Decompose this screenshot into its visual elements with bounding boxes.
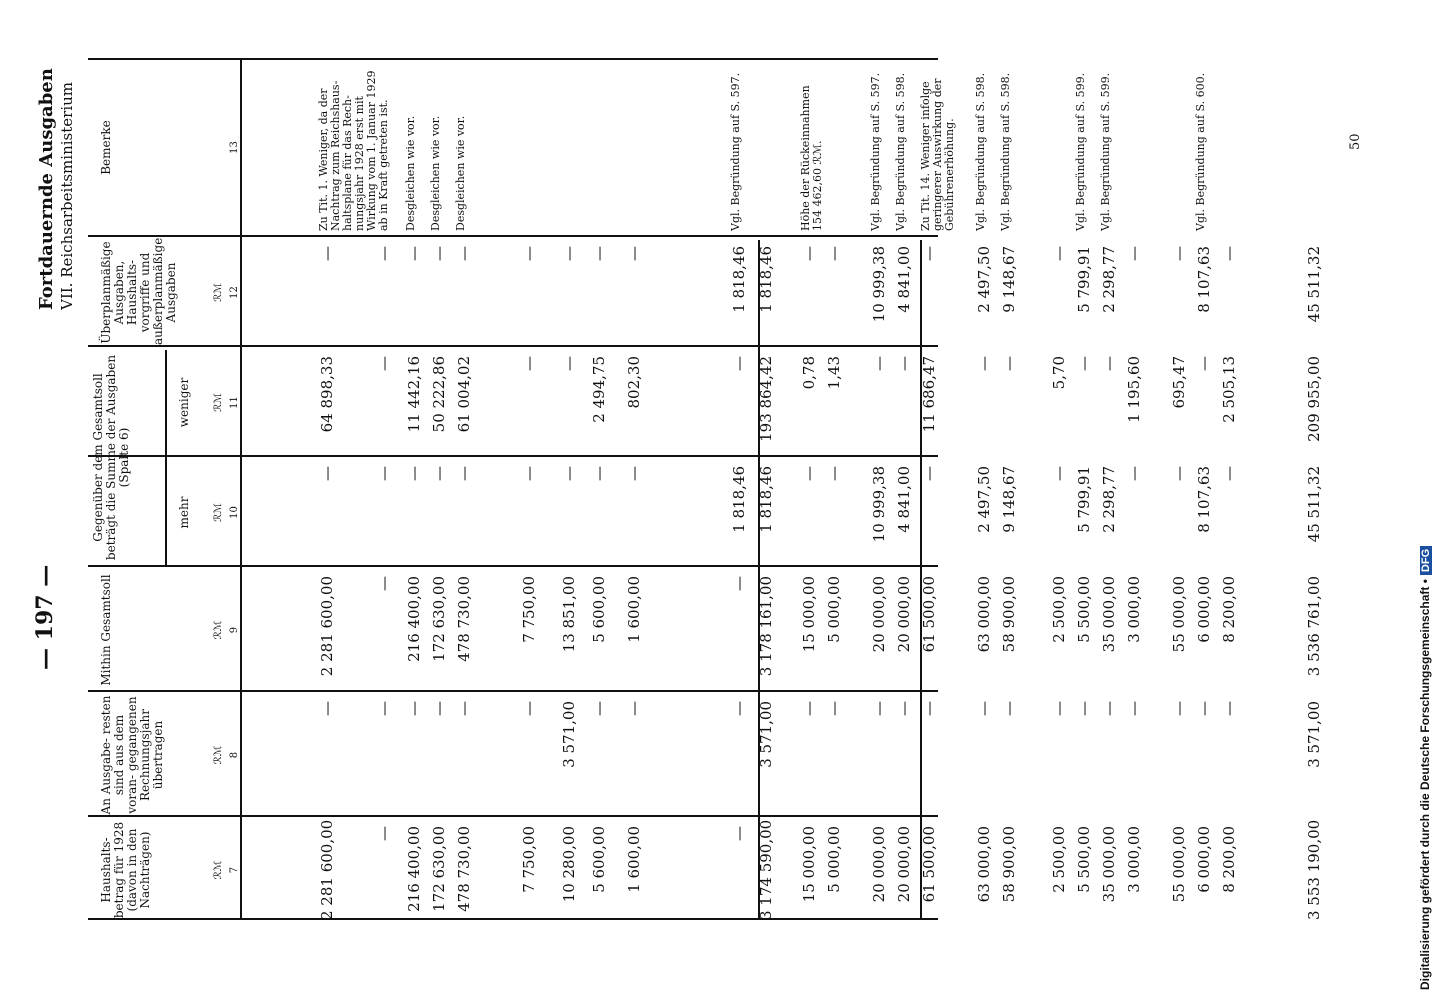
table-cell-c9: 63 000,00: [975, 576, 993, 653]
table-cell-c10: 1 818,46: [757, 466, 775, 533]
table-cell-c9: 15 000,00: [800, 576, 818, 653]
table-cell-c10: 8 107,63: [1195, 466, 1213, 533]
table-cell-c7: 5 500,00: [1075, 826, 1093, 893]
column-unit-9: ℛℳ: [213, 620, 224, 640]
table-cell-c10: —: [590, 466, 608, 481]
table-cell-c12: —: [455, 246, 473, 261]
remark-cell: Vgl. Begründung auf S. 597.: [869, 72, 882, 231]
table-cell-c11: 1 195,60: [1125, 356, 1143, 423]
table-cell-c9: 8 200,00: [1220, 576, 1238, 643]
table-cell-c12: 1 818,46: [730, 246, 748, 313]
table-cell-c11: 50 222,86: [430, 356, 448, 433]
table-cell-c11: 61 004,02: [455, 356, 473, 433]
table-cell-c8: —: [430, 701, 448, 716]
remark-cell: Vgl. Begründung auf S. 599.: [1074, 72, 1087, 231]
table-cell-c9: 13 851,00: [560, 576, 578, 653]
table-cell-c12: —: [590, 246, 608, 261]
page-subtitle: VII. Reichsarbeitsministerium: [58, 82, 76, 310]
table-cell-c12: —: [375, 246, 393, 261]
total-cell-c9: 3 536 761,00: [1305, 576, 1323, 677]
column-unit-7: ℛℳ: [213, 860, 224, 880]
table-cell-c7: 8 200,00: [1220, 826, 1238, 893]
table-cell-c9: 5 000,00: [825, 576, 843, 643]
table-cell-c9: 3 000,00: [1125, 576, 1143, 643]
table-cell-c10: —: [405, 466, 423, 481]
page-number: — 197 —: [32, 564, 58, 670]
table-cell-c7: 6 000,00: [1195, 826, 1213, 893]
table-cell-c12: 5 799,91: [1075, 246, 1093, 313]
table-cell-c9: 58 900,00: [1000, 576, 1018, 653]
table-cell-c7: 216 400,00: [405, 826, 423, 912]
remark-cell: Vgl. Begründung auf S. 600.: [1194, 72, 1207, 231]
table-cell-c8: —: [318, 701, 336, 716]
table-cell-c11: —: [560, 356, 578, 371]
table-cell-c7: 58 900,00: [1000, 826, 1018, 903]
table-cell-c9: 1 600,00: [625, 576, 643, 643]
total-cell-c12: 45 511,32: [1305, 246, 1323, 323]
table-cell-c11: 0,78: [800, 356, 818, 390]
side-note: [1418, 546, 1432, 990]
column-number-11: 11: [229, 396, 240, 409]
table-cell-c11: 193 864,42: [757, 356, 775, 442]
table-cell-c8: —: [405, 701, 423, 716]
table-cell-c11: 2 494,75: [590, 356, 608, 423]
table-cell-c7: 172 630,00: [430, 826, 448, 912]
table-cell-c12: 8 107,63: [1195, 246, 1213, 313]
column-unit-11: ℛℳ: [213, 393, 224, 412]
table-cell-c9: 2 500,00: [1050, 576, 1068, 643]
table-cell-c7: —: [375, 826, 393, 841]
table-cell-c10: —: [800, 466, 818, 481]
table-cell-c12: —: [520, 246, 538, 261]
table-cell-c9: 216 400,00: [405, 576, 423, 662]
table-cell-c9: 172 630,00: [430, 576, 448, 662]
table-cell-c12: —: [560, 246, 578, 261]
table-cell-c10: 2 298,77: [1100, 466, 1118, 533]
table-cell-c12: —: [405, 246, 423, 261]
table-cell-c10: 1 818,46: [730, 466, 748, 533]
table-cell-c8: —: [1075, 701, 1093, 716]
remark-cell: Vgl. Begründung auf S. 599.: [1099, 72, 1112, 231]
table-cell-c7: 1 600,00: [625, 826, 643, 893]
column-divider: [88, 236, 938, 238]
table-cell-c11: 5,70: [1050, 356, 1068, 390]
remark-cell: Desgleichen wie vor.: [454, 115, 467, 231]
table-cell-c9: 55 000,00: [1170, 576, 1188, 653]
table-cell-c10: —: [375, 466, 393, 481]
table-cell-c7: 5 000,00: [825, 826, 843, 893]
table-cell-c8: —: [1220, 701, 1238, 716]
table-cell-c7: 20 000,00: [895, 826, 913, 903]
table-cell-c10: —: [825, 466, 843, 481]
table-cell-c11: —: [1000, 356, 1018, 371]
table-cell-c8: —: [975, 701, 993, 716]
table-cell-c12: 9 148,67: [1000, 246, 1018, 313]
table-cell-c12: —: [1125, 246, 1143, 261]
column-divider: [88, 816, 938, 818]
table-cell-c11: 1,43: [825, 356, 843, 390]
table-cell-c11: 11 686,47: [920, 356, 938, 433]
table-cell-c12: —: [800, 246, 818, 261]
column-unit-8: ℛℳ: [213, 745, 224, 765]
column-number-12: 12: [229, 286, 240, 299]
table-cell-c9: 2 281 600,00: [318, 576, 336, 677]
table-cell-c9: —: [375, 576, 393, 591]
table-cell-c7: 20 000,00: [870, 826, 888, 903]
table-cell-c10: —: [520, 466, 538, 481]
table-cell-c9: 7 750,00: [520, 576, 538, 643]
remark-cell: Vgl. Begründung auf S. 598.: [894, 72, 907, 231]
table-cell-c9: 478 730,00: [455, 576, 473, 662]
table-cell-c7: 3 174 590,00: [757, 819, 775, 920]
group-header: Gegenüber dem Gesamtsoll beträgt die Summe der Ausgaben (Spalte 6): [91, 354, 131, 561]
total-cell-c8: 3 571,00: [1305, 701, 1323, 768]
column-unit-10: ℛℳ: [213, 503, 224, 522]
table-cell-c8: 3 571,00: [757, 701, 775, 768]
table-cell-c9: 61 500,00: [920, 576, 938, 653]
table-cell-c9: 35 000,00: [1100, 576, 1118, 653]
table-cell-c8: —: [1195, 701, 1213, 716]
table-cell-c7: 2 500,00: [1050, 826, 1068, 893]
table-cell-c11: —: [975, 356, 993, 371]
table-cell-c10: —: [1050, 466, 1068, 481]
table-cell-c7: 7 750,00: [520, 826, 538, 893]
table-cell-c11: —: [1075, 356, 1093, 371]
table-cell-c12: 2 497,50: [975, 246, 993, 313]
table-cell-c12: 2 298,77: [1100, 246, 1118, 313]
table-cell-c10: 9 148,67: [1000, 466, 1018, 533]
column-number-13: 13: [229, 141, 240, 154]
table-cell-c12: 10 999,38: [870, 246, 888, 323]
table-cell-c8: —: [520, 701, 538, 716]
table-cell-c11: 11 442,16: [405, 356, 423, 433]
table-cell-c11: —: [375, 356, 393, 371]
table-cell-c10: —: [560, 466, 578, 481]
table-cell-c8: —: [920, 701, 938, 716]
table-cell-c8: —: [455, 701, 473, 716]
column-divider: [88, 566, 938, 568]
table-cell-c12: 4 841,00: [895, 246, 913, 313]
table-cell-c8: —: [1170, 701, 1188, 716]
column-unit-12: ℛℳ: [213, 283, 224, 302]
table-cell-c7: 55 000,00: [1170, 826, 1188, 903]
side-note-text: Digitalisierung gefördert durch die Deutsche Forschungsgemeinschaft •: [1418, 579, 1432, 990]
table-cell-c10: 5 799,91: [1075, 466, 1093, 533]
table-cell-c11: 2 505,13: [1220, 356, 1238, 423]
table-cell-c11: 64 898,33: [318, 356, 336, 433]
table-cell-c7: 15 000,00: [800, 826, 818, 903]
remark-cell: Zu Tit. 1. Weniger, da der Nachtrag zum Reichshaus- haltsplane für das Rech- nungsjahr 1928 erst mit Wirkung vom 1. Januar 1929 ab in Kraft getreten ist.: [317, 70, 390, 231]
table-cell-c8: —: [1125, 701, 1143, 716]
remark-cell: Vgl. Begründung auf S. 598.: [999, 72, 1012, 231]
table-cell-c11: —: [870, 356, 888, 371]
table-cell-c11: 802,30: [625, 356, 643, 409]
table-cell-c10: —: [1125, 466, 1143, 481]
column-header-11: weniger: [177, 377, 191, 428]
table-cell-c10: 10 999,38: [870, 466, 888, 543]
table-cell-c10: 2 497,50: [975, 466, 993, 533]
remark-cell: Desgleichen wie vor.: [429, 115, 442, 231]
column-header-8: An Ausgabe- resten sind aus dem voran- gegangenen Rechnungsjahr übertragen: [99, 695, 165, 815]
table-cell-c7: —: [730, 826, 748, 841]
remark-cell: Vgl. Begründung auf S. 598.: [974, 72, 987, 231]
table-cell-c11: —: [520, 356, 538, 371]
table-cell-c12: —: [1050, 246, 1068, 261]
table-cell-c12: —: [825, 246, 843, 261]
table-cell-c12: —: [1220, 246, 1238, 261]
table-cell-c12: —: [430, 246, 448, 261]
total-cell-c11: 209 955,00: [1305, 356, 1323, 442]
table-cell-c7: 478 730,00: [455, 826, 473, 912]
table-cell-c11: 695,47: [1170, 356, 1188, 409]
table-cell-c9: 5 500,00: [1075, 576, 1093, 643]
column-number-8: 8: [229, 751, 240, 759]
column-header-10: mehr: [177, 496, 191, 529]
table-cell-c12: —: [1170, 246, 1188, 261]
table-cell-c11: —: [1100, 356, 1118, 371]
remark-cell: Höhe der Rückeinnahmen 154 462,60 ℛℳ.: [799, 85, 824, 231]
column-divider: [88, 346, 938, 348]
table-cell-c8: 3 571,00: [560, 701, 578, 768]
table-cell-c7: 10 280,00: [560, 826, 578, 903]
table-cell-c9: 6 000,00: [1195, 576, 1213, 643]
table-cell-c11: —: [895, 356, 913, 371]
column-divider: [88, 456, 938, 458]
table-cell-c11: —: [1195, 356, 1213, 371]
table-cell-c12: 1 818,46: [757, 246, 775, 313]
column-header-13: Bemerke: [99, 120, 113, 175]
remark-cell: Desgleichen wie vor.: [404, 115, 417, 231]
table-cell-c9: 20 000,00: [895, 576, 913, 653]
table-cell-c7: 3 000,00: [1125, 826, 1143, 893]
subheader-rule: [165, 350, 167, 565]
table-cell-c10: —: [1220, 466, 1238, 481]
table-cell-c7: 63 000,00: [975, 826, 993, 903]
table-cell-c10: —: [1170, 466, 1188, 481]
column-number-7: 7: [229, 866, 240, 874]
table-cell-c10: —: [455, 466, 473, 481]
table-cell-c8: —: [625, 701, 643, 716]
table-cell-c9: —: [730, 576, 748, 591]
column-divider: [88, 691, 938, 693]
table-cell-c10: —: [920, 466, 938, 481]
table-cell-c7: 35 000,00: [1100, 826, 1118, 903]
column-number-9: 9: [229, 626, 240, 634]
table-cell-c12: —: [318, 246, 336, 261]
table-cell-c10: —: [318, 466, 336, 481]
remark-cell: Zu Tit. 14. Weniger infolge geringerer Auswirkung der Gebührenerhöhung.: [919, 78, 956, 231]
table-cell-c10: —: [625, 466, 643, 481]
table-cell-c8: —: [1050, 701, 1068, 716]
table-cell-c7: 61 500,00: [920, 826, 938, 903]
table-cell-c8: —: [730, 701, 748, 716]
column-header-9: Mithin Gesamtsoll: [99, 574, 113, 686]
remark-cell: Vgl. Begründung auf S. 597.: [729, 72, 742, 231]
column-number-10: 10: [229, 506, 240, 519]
column-header-7: Haushalts- betrag für 1928 (davon in den Nachträgen): [99, 821, 152, 919]
table-cell-c7: 2 281 600,00: [318, 819, 336, 920]
table-cell-c12: —: [625, 246, 643, 261]
table-cell-c12: —: [920, 246, 938, 261]
table-cell-c8: —: [375, 701, 393, 716]
table-cell-c7: 5 600,00: [590, 826, 608, 893]
column-divider: [88, 59, 938, 61]
total-cell-c10: 45 511,32: [1305, 466, 1323, 543]
column-header-12: Überplanmäßige Ausgaben, Haushalts- vorgriffe und außerplanmäßige Ausgaben: [99, 237, 178, 345]
table-cell-c9: 5 600,00: [590, 576, 608, 643]
table-cell-c8: —: [1000, 701, 1018, 716]
page-title: Fortdauernde Ausgaben: [36, 68, 57, 310]
table-cell-c9: 20 000,00: [870, 576, 888, 653]
dfg-logo: DFG: [1420, 546, 1432, 575]
table-cell-c8: —: [825, 701, 843, 716]
table-cell-c8: —: [590, 701, 608, 716]
table-cell-c11: —: [730, 356, 748, 371]
folio-number: 50: [1348, 133, 1363, 150]
table-cell-c9: 3 178 161,00: [757, 576, 775, 677]
total-cell-c7: 3 553 190,00: [1305, 819, 1323, 920]
table-cell-c8: —: [895, 701, 913, 716]
table-cell-c8: —: [800, 701, 818, 716]
table-cell-c10: 4 841,00: [895, 466, 913, 533]
table-cell-c8: —: [1100, 701, 1118, 716]
table-cell-c10: —: [430, 466, 448, 481]
table-cell-c8: —: [870, 701, 888, 716]
